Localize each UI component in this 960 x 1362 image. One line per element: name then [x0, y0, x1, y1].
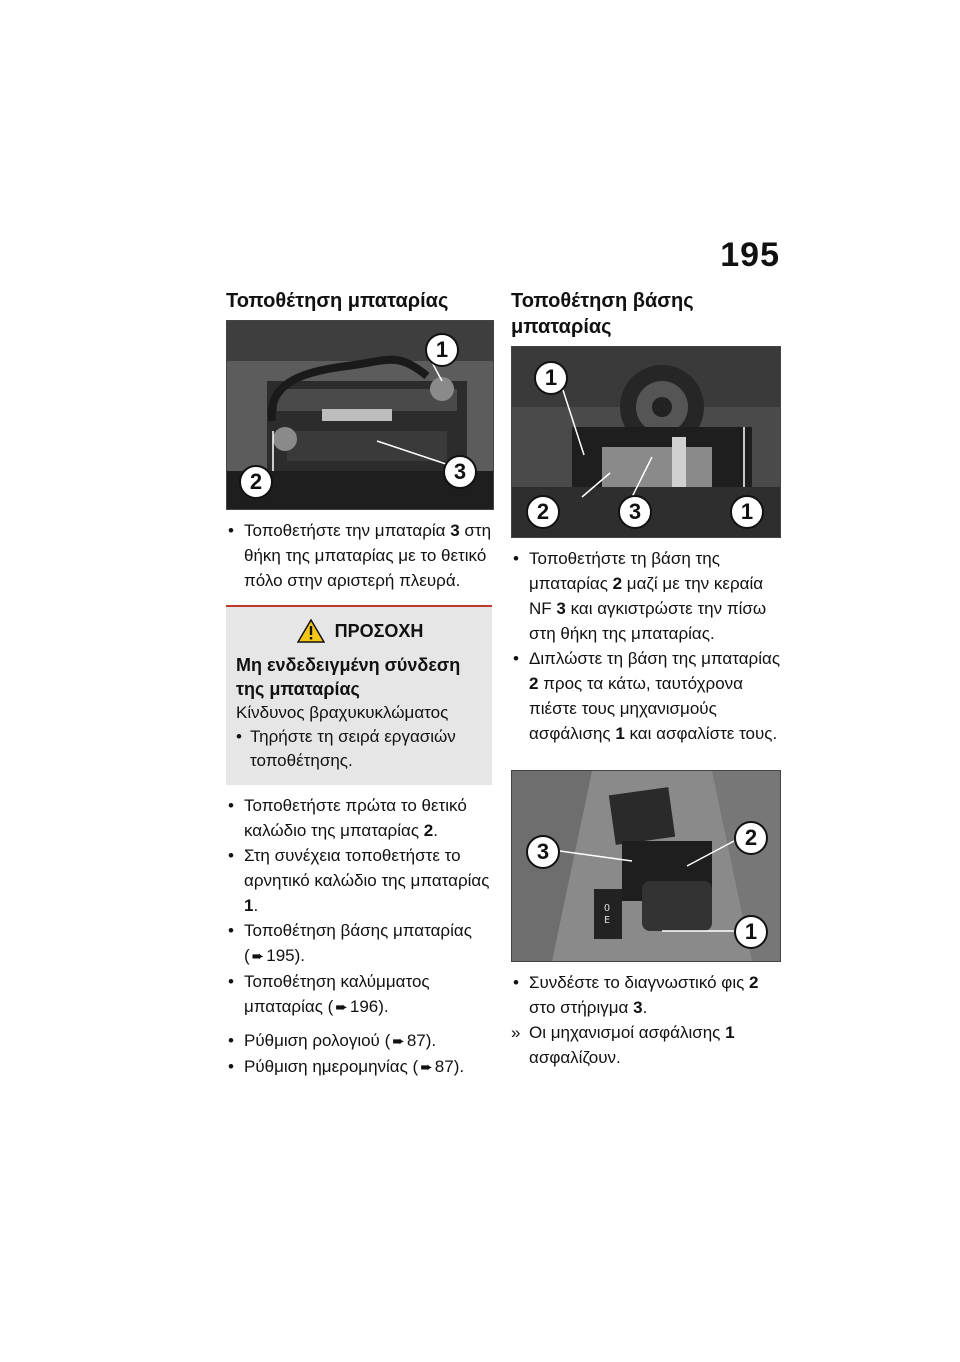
- holder-steps: [511, 546, 781, 746]
- section-heading-battery-install: Τοποθέτηση μπαταρίας: [226, 290, 449, 312]
- result-item: » Οι μηχανισμοί ασφάλισης 1 ασφαλίζουν.: [511, 1020, 781, 1070]
- right-column: [511, 288, 781, 1070]
- callout-3: 3: [618, 495, 652, 529]
- callout-1: 1: [425, 333, 459, 367]
- warning-label: ΠΡΟΣΟΧΗ: [334, 620, 424, 641]
- install-steps: [226, 793, 492, 1020]
- page-reference-arrow-icon: ➨: [251, 948, 265, 965]
- battery-photo: [226, 320, 494, 510]
- page-reference-arrow-icon: ➨: [420, 1059, 433, 1076]
- page-reference-arrow-icon: ➨: [335, 999, 348, 1016]
- warning-list: [236, 725, 484, 773]
- page-number: 195: [720, 236, 780, 274]
- page-link[interactable]: 87: [406, 1031, 426, 1050]
- page-reference-arrow-icon: ➨: [392, 1033, 405, 1050]
- svg-text:E: E: [604, 915, 611, 926]
- callout-1: 1: [534, 361, 568, 395]
- page-link[interactable]: 87: [434, 1057, 454, 1076]
- left-column: [226, 288, 492, 1080]
- step-item: • Στη συνέχεια τοποθετήστε το αρνητικό καλώδιο της μπαταρίας 1.: [226, 843, 492, 918]
- warning-box: [226, 605, 492, 785]
- callout-3: 3: [526, 835, 560, 869]
- step-item: • Τοποθετήστε τη βάση της μπαταρίας 2 μαζί με την κεραία NF 3 και αγκιστρώστε την πίσω στη θήκη της μπαταρίας.: [511, 546, 781, 646]
- warning-list-item: • Τηρήστε τη σειρά εργασιών τοποθέτησης.: [236, 725, 484, 773]
- callout-2: 2: [734, 821, 768, 855]
- callout-2: 2: [526, 495, 560, 529]
- page-link[interactable]: 196: [349, 997, 379, 1016]
- step-item: • Ρύθμιση ρολογιού ( ➨ 87).: [226, 1028, 492, 1054]
- section-heading-battery-holder: Τοποθέτηση βάσης μπαταρίας: [511, 290, 694, 338]
- diagnostic-plug-photo: [511, 770, 781, 962]
- step-item: • Τοποθετήστε την μπαταρία 3 στη θήκη της μπαταρίας με το θετικό πόλο στην αριστερή πλευρά.: [226, 518, 492, 593]
- step-item: • Ρύθμιση ημερομηνίας ( ➨ 87).: [226, 1054, 492, 1080]
- step-item: • Τοποθέτηση καλύμματος μπαταρίας ( ➨ 196).: [226, 969, 492, 1020]
- warning-title: [236, 619, 484, 643]
- svg-text:O: O: [604, 903, 611, 914]
- battery-holder-photo: [511, 346, 781, 538]
- warning-text: Κίνδυνος βραχυκυκλώματος: [236, 703, 449, 722]
- callout-2: 2: [239, 465, 273, 499]
- settings-steps: [226, 1028, 492, 1080]
- step-item: • Τοποθέτηση βάσης μπαταρίας ( ➨ 195).: [226, 918, 492, 969]
- warning-headline: Μη ενδεδειγμένη σύνδεση της μπαταρίας: [236, 655, 461, 699]
- callout-1b: 1: [730, 495, 764, 529]
- callout-1: 1: [734, 915, 768, 949]
- step-item: • Διπλώστε τη βάση της μπαταρίας 2 προς τα κάτω, ταυτόχρονα πιέστε τους μηχανισμούς ασφάλισης 1 και ασφαλίστε τους.: [511, 646, 781, 746]
- callout-3: 3: [443, 455, 477, 489]
- warning-triangle-icon: [297, 619, 325, 643]
- page-link[interactable]: 195: [266, 946, 295, 965]
- diagnostic-steps: [511, 970, 781, 1070]
- step-item: • Συνδέστε το διαγνωστικό φις 2 στο στήριγμα 3.: [511, 970, 781, 1020]
- install-steps-intro: [226, 518, 492, 593]
- step-item: • Τοποθετήστε πρώτα το θετικό καλώδιο της μπαταρίας 2.: [226, 793, 492, 843]
